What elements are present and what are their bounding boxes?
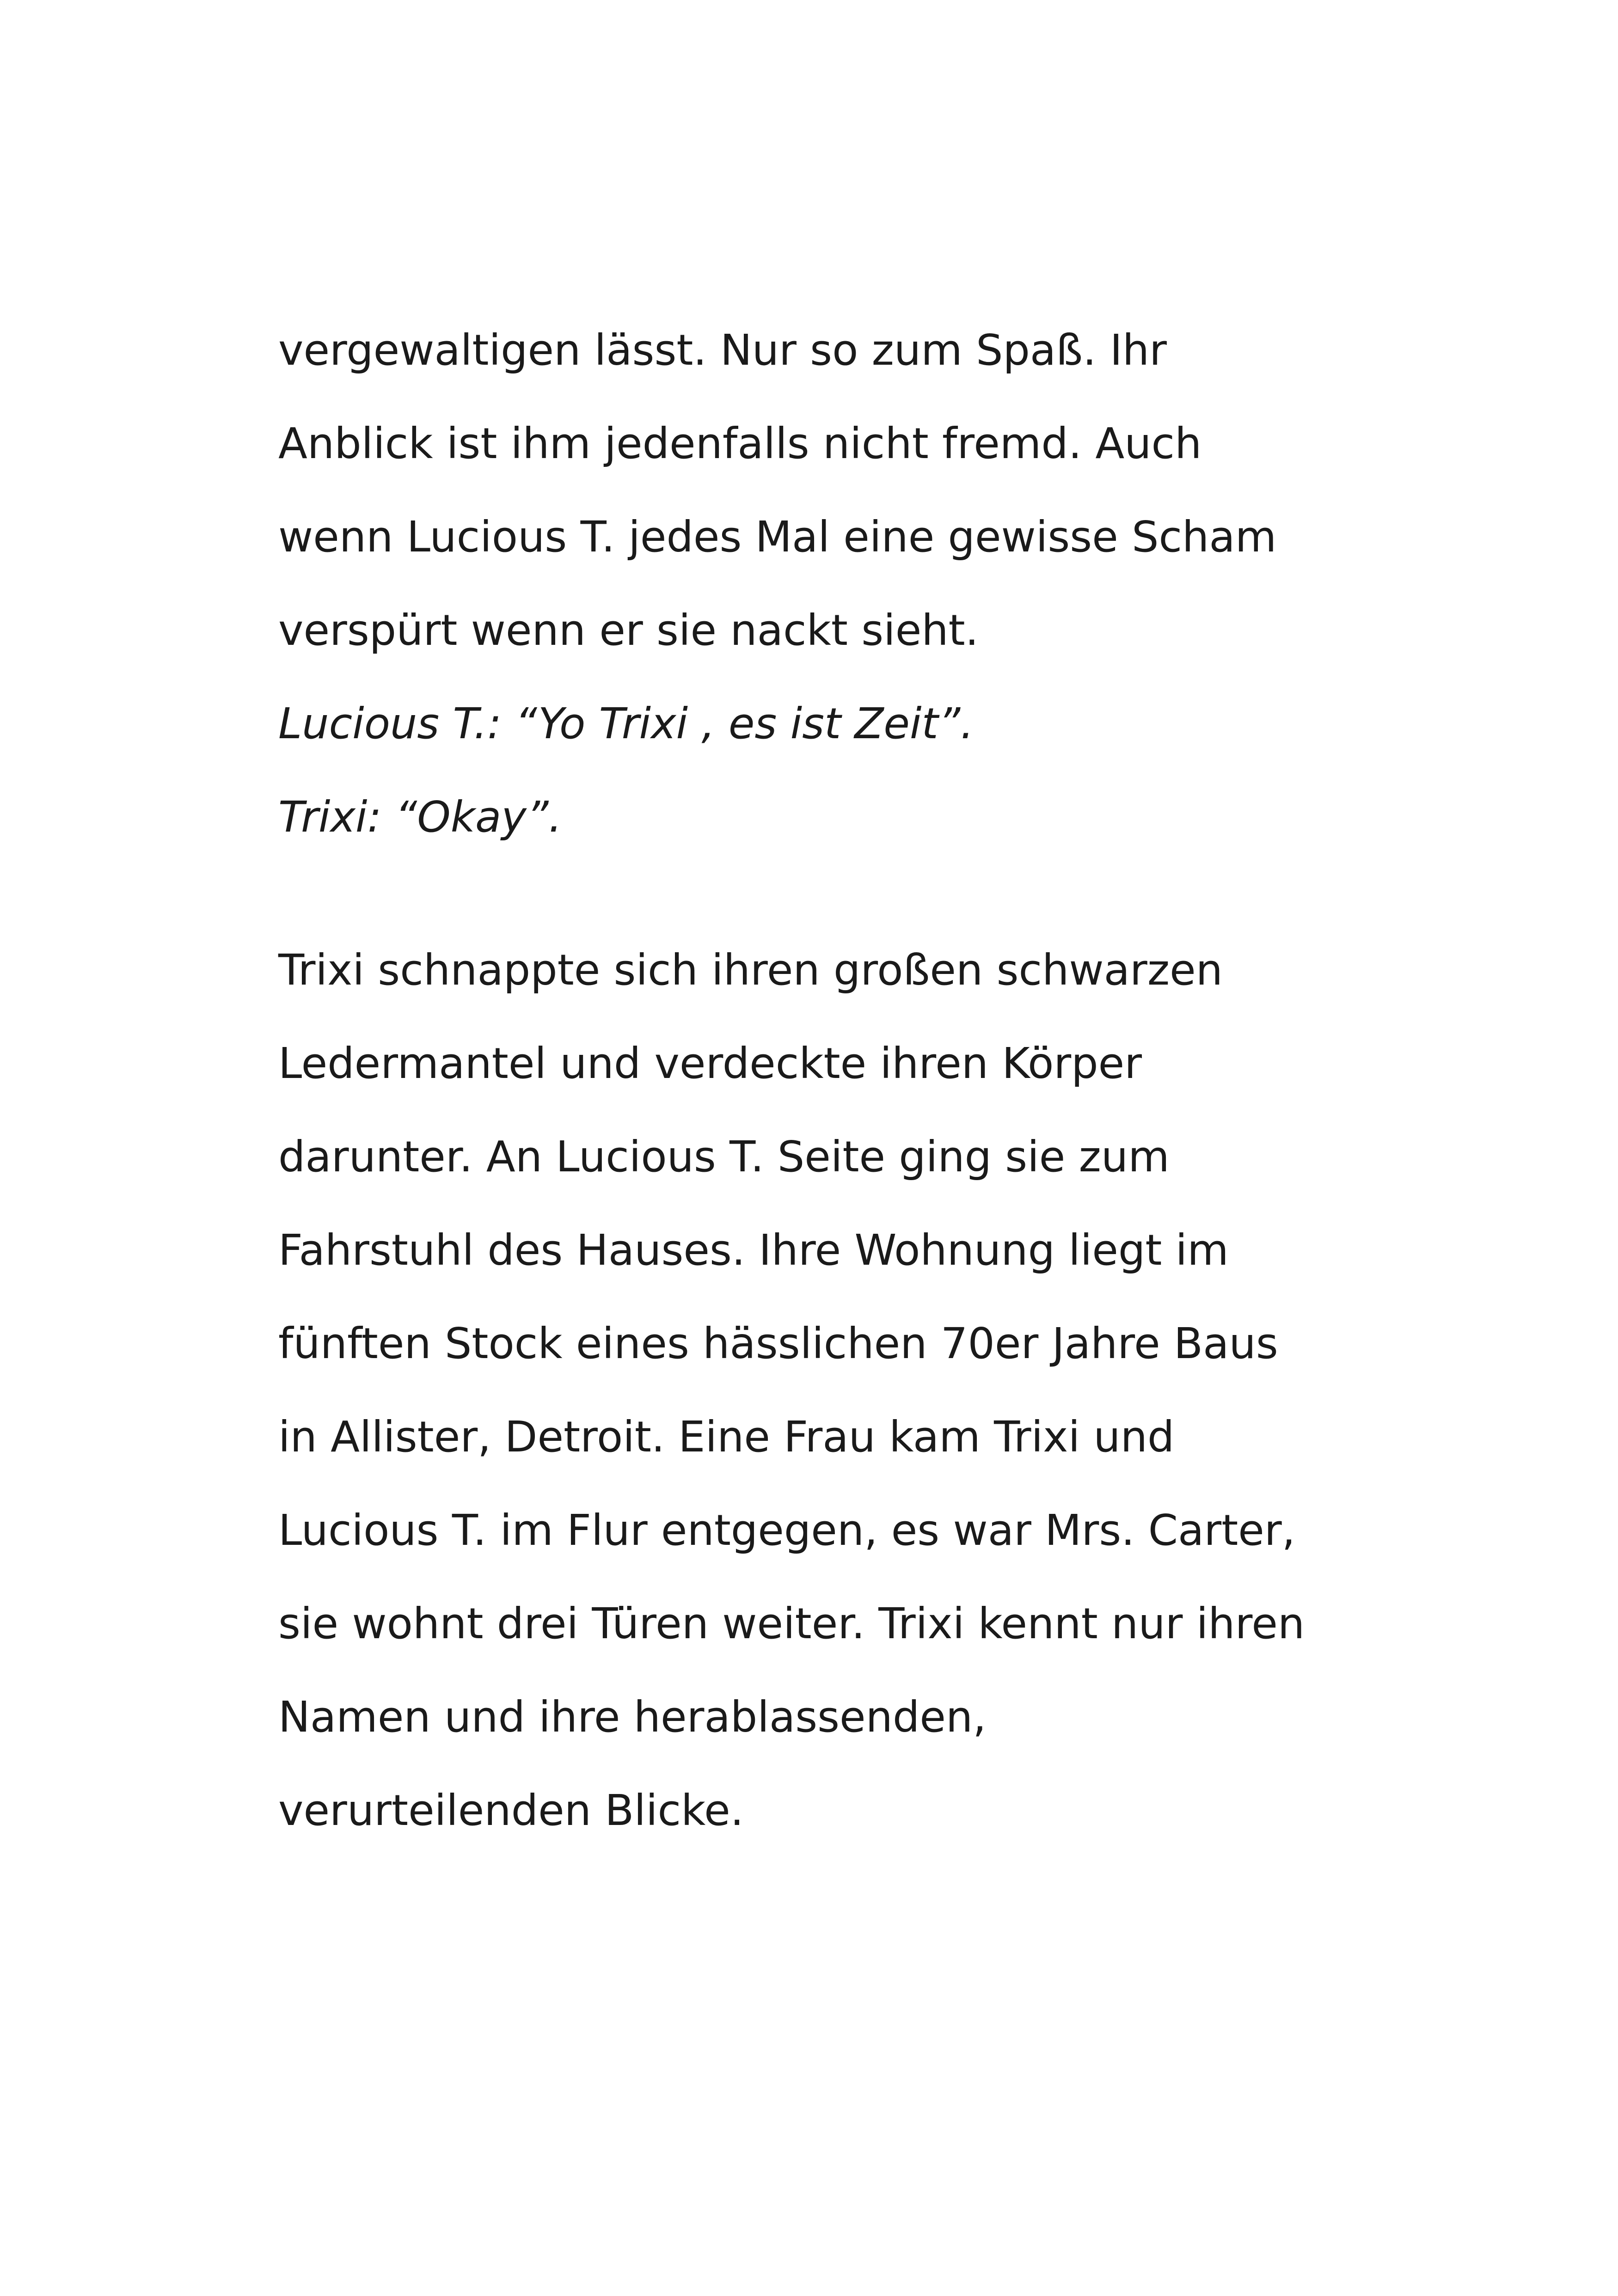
text-line: sie wohnt drei Türen weiter. Trixi kennt nur ihren	[278, 1599, 1305, 1648]
text-line: vergewaltigen lässt. Nur so zum Spaß. Ihr	[278, 325, 1167, 375]
dialogue-line-lucious: Lucious T.: “Yo Trixi , es ist Zeit”.	[278, 699, 974, 748]
dialogue-line-trixi: Trixi: “Okay”.	[278, 792, 562, 842]
text-line: in Allister, Detroit. Eine Frau kam Trixi und	[278, 1412, 1175, 1462]
text-line: Lucious T. im Flur entgegen, es war Mrs. Carter,	[278, 1506, 1295, 1555]
text-line: Anblick ist ihm jedenfalls nicht fremd. Auch	[278, 419, 1202, 468]
paragraph-narrative-1	[278, 304, 1388, 864]
text-line: verurteilenden Blicke.	[278, 1786, 744, 1835]
text-line: Namen und ihre herablassenden,	[278, 1692, 987, 1742]
text-line: verspürt wenn er sie nackt sieht.	[278, 606, 979, 655]
text-line: Trixi schnappte sich ihren großen schwarzen	[278, 945, 1223, 995]
paragraph-narrative-2	[278, 924, 1388, 1857]
text-line: fünften Stock eines hässlichen 70er Jahre Baus	[278, 1319, 1278, 1368]
text-line: Ledermantel und verdeckte ihren Körper	[278, 1039, 1142, 1088]
text-line: Fahrstuhl des Hauses. Ihre Wohnung liegt im	[278, 1225, 1229, 1275]
text-line: darunter. An Lucious T. Seite ging sie zum	[278, 1132, 1170, 1182]
text-line: wenn Lucious T. jedes Mal eine gewisse Scham	[278, 512, 1277, 562]
